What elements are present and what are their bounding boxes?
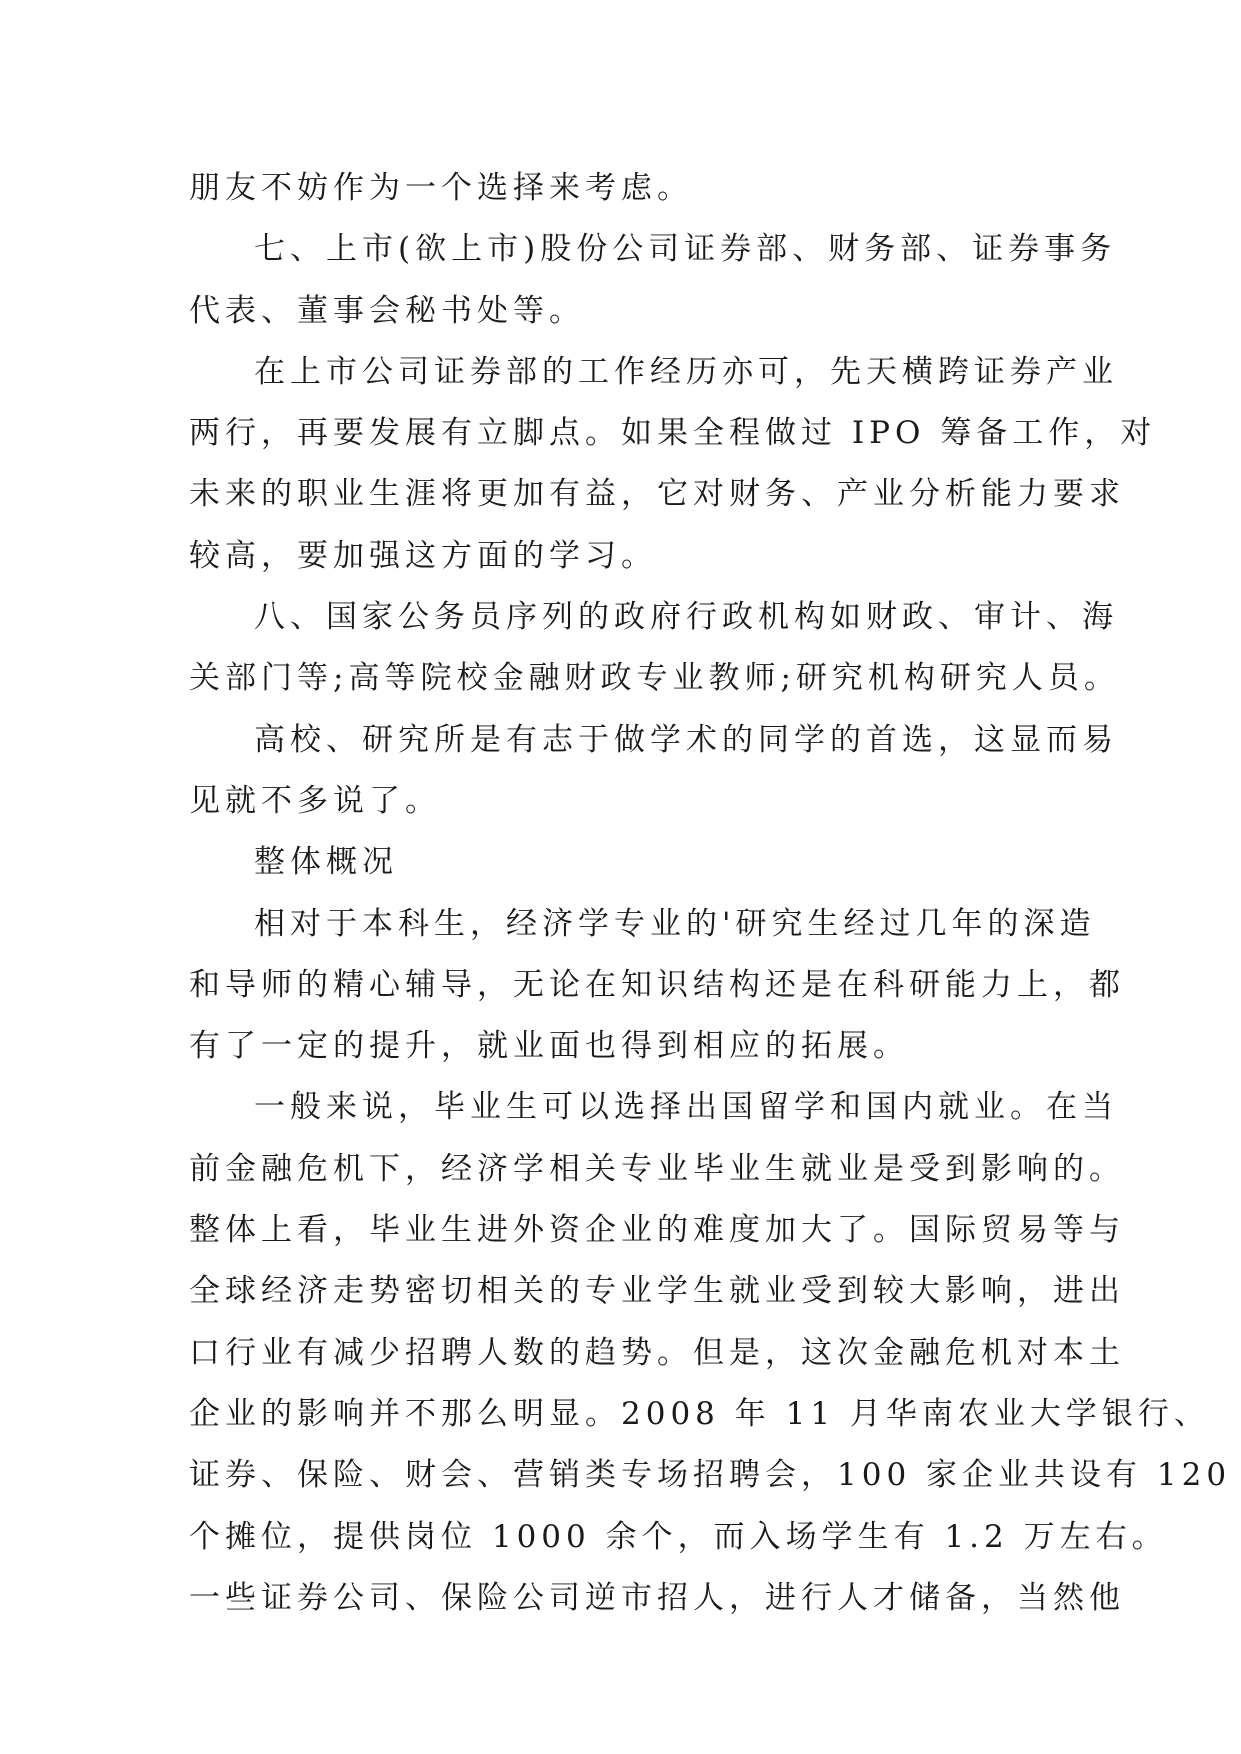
text-line: 全球经济走势密切相关的专业学生就业受到较大影响，进出 bbox=[189, 1273, 1125, 1310]
text-line: 关部门等;高等院校金融财政专业教师;研究机构研究人员。 bbox=[189, 660, 1120, 697]
text-line: 在上市公司证券部的工作经历亦可，先天横跨证券产业 bbox=[254, 353, 1118, 390]
text-line: 见就不多说了。 bbox=[189, 782, 441, 819]
text-line: 高校、研究所是有志于做学术的同学的首选，这显而易 bbox=[254, 721, 1118, 758]
text-line: 个摊位，提供岗位 1000 余个，而入场学生有 1.2 万左右。 bbox=[189, 1518, 1168, 1555]
document-body bbox=[189, 158, 1232, 1629]
text-line: 企业的影响并不那么明显。2008 年 11 月华南农业大学银行、 bbox=[189, 1395, 1210, 1432]
text-line: 和导师的精心辅导，无论在知识结构还是在科研能力上，都 bbox=[189, 966, 1125, 1003]
text-line: 前金融危机下，经济学相关专业毕业生就业是受到影响的。 bbox=[189, 1150, 1125, 1187]
text-line: 较高，要加强这方面的学习。 bbox=[189, 537, 657, 574]
text-line: 一些证券公司、保险公司逆市招人，进行人才储备，当然他 bbox=[189, 1579, 1125, 1616]
text-line: 朋友不妨作为一个选择来考虑。 bbox=[189, 170, 693, 206]
text-line: 口行业有减少招聘人数的趋势。但是，这次金融危机对本土 bbox=[189, 1334, 1125, 1371]
text-line: 未来的职业生涯将更加有益，它对财务、产业分析能力要求 bbox=[189, 476, 1125, 513]
section-heading: 整体概况 bbox=[254, 844, 398, 881]
text-line: 代表、董事会秘书处等。 bbox=[189, 292, 585, 329]
text-line: 整体上看，毕业生进外资企业的难度加大了。国际贸易等与 bbox=[189, 1212, 1125, 1249]
text-line: 有了一定的提升，就业面也得到相应的拓展。 bbox=[189, 1028, 909, 1065]
text-line: 七、上市(欲上市)股份公司证券部、财务部、证券事务 bbox=[254, 231, 1117, 268]
text-line: 一般来说，毕业生可以选择出国留学和国内就业。在当 bbox=[254, 1089, 1118, 1126]
text-line: 相对于本科生，经济学专业的'研究生经过几年的深造 bbox=[254, 905, 1096, 942]
text-line: 证券、保险、财会、营销类专场招聘会，100 家企业共设有 120 bbox=[189, 1457, 1232, 1494]
text-line: 八、国家公务员序列的政府行政机构如财政、审计、海 bbox=[254, 599, 1118, 636]
text-line: 两行，再要发展有立脚点。如果全程做过 IPO 筹备工作，对 bbox=[189, 415, 1157, 452]
